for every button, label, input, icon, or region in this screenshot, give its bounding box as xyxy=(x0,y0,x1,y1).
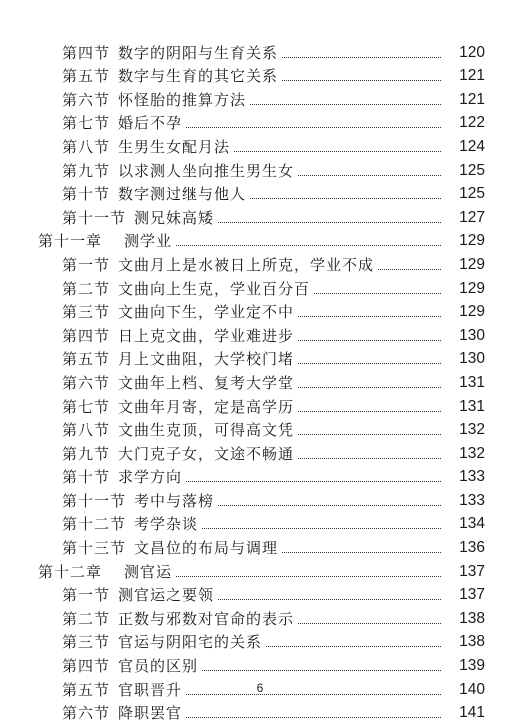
toc-entry-label xyxy=(62,657,198,675)
toc-entry-number: 第一节 xyxy=(62,255,111,274)
toc-entry-label xyxy=(62,256,374,274)
toc-entry-page: 137 xyxy=(459,562,485,580)
toc-entry-number: 第十节 xyxy=(62,185,111,204)
dot-leader xyxy=(176,576,441,577)
toc-entry-title: 测官运之要领 xyxy=(118,586,215,605)
toc-entry-label xyxy=(62,185,246,203)
toc-entry-label xyxy=(62,67,278,85)
toc-section-row xyxy=(0,132,520,156)
toc-entry-number: 第七节 xyxy=(62,114,111,133)
toc-entry-number: 第十节 xyxy=(62,468,111,487)
dot-leader xyxy=(250,104,441,105)
dot-leader xyxy=(186,127,441,128)
toc-entry-page: 125 xyxy=(459,185,485,203)
toc-section-row xyxy=(0,439,520,463)
toc-entry-page: 138 xyxy=(459,609,485,627)
dot-leader xyxy=(298,623,441,624)
toc-section-row xyxy=(0,345,520,369)
toc-section-row xyxy=(0,368,520,392)
toc-entry-page: 133 xyxy=(459,468,485,486)
toc-entry-title: 文曲月上是水被日上所克，学业不成 xyxy=(118,255,375,274)
toc-entry-title: 生男生女配月法 xyxy=(118,137,231,156)
toc-entry-page: 130 xyxy=(459,326,485,344)
toc-entry-number: 第五节 xyxy=(62,680,111,699)
toc-entry-page: 138 xyxy=(459,633,485,651)
toc-entry-label xyxy=(62,280,310,298)
toc-entry-label xyxy=(62,209,214,227)
toc-entry-number: 第七节 xyxy=(62,397,111,416)
toc-entry-title: 正数与邪数对官命的表示 xyxy=(118,609,295,628)
toc-entry-title: 文昌位的布局与调理 xyxy=(134,539,279,558)
toc-entry-page: 127 xyxy=(459,208,485,226)
toc-entry-label xyxy=(62,492,214,510)
dot-leader xyxy=(298,434,441,435)
dot-leader xyxy=(282,80,441,81)
toc-entry-number: 第一节 xyxy=(62,586,111,605)
toc-entry-number: 第三节 xyxy=(62,633,111,652)
toc-entry-title: 文曲年上档、复考大学堂 xyxy=(118,373,295,392)
dot-leader xyxy=(282,57,441,58)
toc-entry-page: 132 xyxy=(459,444,485,462)
toc-entry-page: 133 xyxy=(459,491,485,509)
toc-entry-page: 134 xyxy=(459,515,485,533)
toc-chapter-row xyxy=(0,227,520,251)
toc-entry-number: 第十一节 xyxy=(62,491,127,510)
toc-entry-page: 139 xyxy=(459,657,485,675)
toc-entry-label xyxy=(62,421,294,439)
dot-leader xyxy=(298,340,441,341)
toc-entry-page: 129 xyxy=(459,255,485,273)
toc-section-row xyxy=(0,321,520,345)
dot-leader xyxy=(298,175,441,176)
toc-entry-title: 官职晋升 xyxy=(118,680,183,699)
toc-entry-page: 120 xyxy=(459,43,485,61)
toc-entry-number: 第二节 xyxy=(62,609,111,628)
toc-entry-title: 怀怪胎的推算方法 xyxy=(118,90,247,109)
toc-section-row xyxy=(0,416,520,440)
dot-leader xyxy=(234,151,441,152)
dot-leader xyxy=(202,670,441,671)
toc-entry-page: 121 xyxy=(459,90,485,108)
toc-entry-page: 129 xyxy=(459,232,485,250)
dot-leader xyxy=(218,599,441,600)
toc-section-row xyxy=(0,85,520,109)
toc-entry-number: 第四节 xyxy=(62,43,111,62)
dot-leader xyxy=(218,222,441,223)
toc-entry-title: 求学方向 xyxy=(118,468,183,487)
toc-entry-label xyxy=(62,539,278,557)
toc-entry-page: 137 xyxy=(459,586,485,604)
toc-entry-title: 月上文曲阻，大学校门堵 xyxy=(118,350,295,369)
toc-section-row xyxy=(0,604,520,628)
toc-entry-title: 数字的阴阳与生育关系 xyxy=(118,43,279,62)
toc-entry-number: 第十一节 xyxy=(62,208,127,227)
table-of-contents xyxy=(0,38,520,722)
toc-section-row xyxy=(0,533,520,557)
toc-entry-title: 官运与阴阳宅的关系 xyxy=(118,633,263,652)
toc-entry-title: 降职罢官 xyxy=(118,704,183,722)
toc-section-row xyxy=(0,699,520,722)
toc-entry-title: 婚后不孕 xyxy=(118,114,183,133)
toc-entry-page: 141 xyxy=(459,704,485,722)
toc-entry-title: 数字与生育的其它关系 xyxy=(118,67,279,86)
toc-entry-title: 测兄妹高矮 xyxy=(134,208,215,227)
toc-entry-label xyxy=(62,468,182,486)
toc-section-row xyxy=(0,203,520,227)
toc-entry-label xyxy=(62,162,294,180)
toc-entry-title: 考学杂谈 xyxy=(134,515,199,534)
toc-section-row xyxy=(0,156,520,180)
toc-entry-number: 第四节 xyxy=(62,657,111,676)
toc-entry-title: 日上克文曲，学业难进步 xyxy=(118,326,295,345)
toc-entry-number: 第九节 xyxy=(62,444,111,463)
toc-entry-title: 文曲向上生克，学业百分百 xyxy=(118,279,311,298)
toc-entry-title: 官员的区别 xyxy=(118,657,199,676)
toc-chapter-row xyxy=(0,557,520,581)
page-number: 6 xyxy=(256,681,264,695)
toc-entry-page: 125 xyxy=(459,161,485,179)
dot-leader xyxy=(186,717,441,718)
toc-entry-label xyxy=(62,445,294,463)
dot-leader xyxy=(298,387,441,388)
toc-entry-label xyxy=(62,610,294,628)
toc-entry-page: 121 xyxy=(459,67,485,85)
toc-entry-title: 文曲向下生，学业定不中 xyxy=(118,303,295,322)
toc-entry-label xyxy=(62,44,278,62)
dot-leader xyxy=(314,293,441,294)
toc-entry-label xyxy=(62,398,294,416)
toc-entry-page: 129 xyxy=(459,279,485,297)
toc-entry-number: 第五节 xyxy=(62,350,111,369)
toc-section-row xyxy=(0,581,520,605)
toc-entry-label xyxy=(38,563,172,581)
toc-entry-number: 第八节 xyxy=(62,137,111,156)
toc-section-row xyxy=(0,628,520,652)
toc-entry-label xyxy=(62,633,262,651)
dot-leader xyxy=(298,316,441,317)
dot-leader xyxy=(298,411,441,412)
toc-entry-number: 第十一章 xyxy=(38,232,103,251)
toc-entry-number: 第十二节 xyxy=(62,515,127,534)
toc-section-row xyxy=(0,298,520,322)
toc-entry-label xyxy=(62,374,294,392)
toc-entry-number: 第二节 xyxy=(62,279,111,298)
toc-section-row xyxy=(0,486,520,510)
toc-section-row xyxy=(0,651,520,675)
toc-entry-label xyxy=(62,704,182,722)
toc-entry-label xyxy=(62,586,214,604)
toc-entry-number: 第六节 xyxy=(62,704,111,722)
dot-leader xyxy=(218,505,441,506)
toc-entry-number: 第九节 xyxy=(62,161,111,180)
toc-entry-page: 132 xyxy=(459,421,485,439)
toc-entry-number: 第五节 xyxy=(62,67,111,86)
toc-entry-title: 文曲生克顶，可得高文凭 xyxy=(118,421,295,440)
toc-entry-label xyxy=(38,232,172,250)
toc-entry-page: 131 xyxy=(459,397,485,415)
toc-entry-label xyxy=(62,350,294,368)
toc-entry-page: 131 xyxy=(459,373,485,391)
dot-leader xyxy=(266,646,441,647)
toc-section-row xyxy=(0,274,520,298)
toc-section-row xyxy=(0,109,520,133)
toc-entry-number: 第八节 xyxy=(62,421,111,440)
toc-section-row xyxy=(0,510,520,534)
toc-entry-number: 第十三节 xyxy=(62,539,127,558)
toc-entry-label xyxy=(62,91,246,109)
toc-entry-page: 122 xyxy=(459,114,485,132)
toc-entry-label xyxy=(62,138,230,156)
toc-entry-number: 第六节 xyxy=(62,90,111,109)
toc-entry-page: 140 xyxy=(459,680,485,698)
dot-leader xyxy=(250,198,441,199)
toc-entry-title: 测学业 xyxy=(124,232,173,251)
toc-entry-title: 数字测过继与他人 xyxy=(118,185,247,204)
toc-entry-number: 第六节 xyxy=(62,373,111,392)
toc-entry-page: 136 xyxy=(459,539,485,557)
toc-entry-title: 大门克子女，文途不畅通 xyxy=(118,444,295,463)
dot-leader xyxy=(298,458,441,459)
toc-entry-label xyxy=(62,515,198,533)
toc-section-row xyxy=(0,38,520,62)
toc-section-row xyxy=(0,463,520,487)
toc-entry-number: 第三节 xyxy=(62,303,111,322)
dot-leader xyxy=(282,552,441,553)
toc-entry-number: 第四节 xyxy=(62,326,111,345)
toc-section-row xyxy=(0,250,520,274)
toc-entry-page: 129 xyxy=(459,303,485,321)
toc-entry-title: 以求测人坐向推生男生女 xyxy=(118,161,295,180)
toc-section-row xyxy=(0,180,520,204)
toc-entry-number: 第十二章 xyxy=(38,562,103,581)
toc-section-row xyxy=(0,392,520,416)
dot-leader xyxy=(298,363,441,364)
toc-entry-label xyxy=(62,327,294,345)
dot-leader xyxy=(186,481,441,482)
toc-entry-title: 文曲年月寄，定是高学历 xyxy=(118,397,295,416)
toc-entry-page: 130 xyxy=(459,350,485,368)
toc-entry-title: 测官运 xyxy=(124,562,173,581)
toc-entry-page: 124 xyxy=(459,137,485,155)
dot-leader xyxy=(202,528,441,529)
dot-leader xyxy=(378,269,441,270)
toc-entry-label xyxy=(62,114,182,132)
toc-entry-label xyxy=(62,303,294,321)
toc-entry-title: 考中与落榜 xyxy=(134,491,215,510)
toc-section-row xyxy=(0,62,520,86)
dot-leader xyxy=(176,245,441,246)
